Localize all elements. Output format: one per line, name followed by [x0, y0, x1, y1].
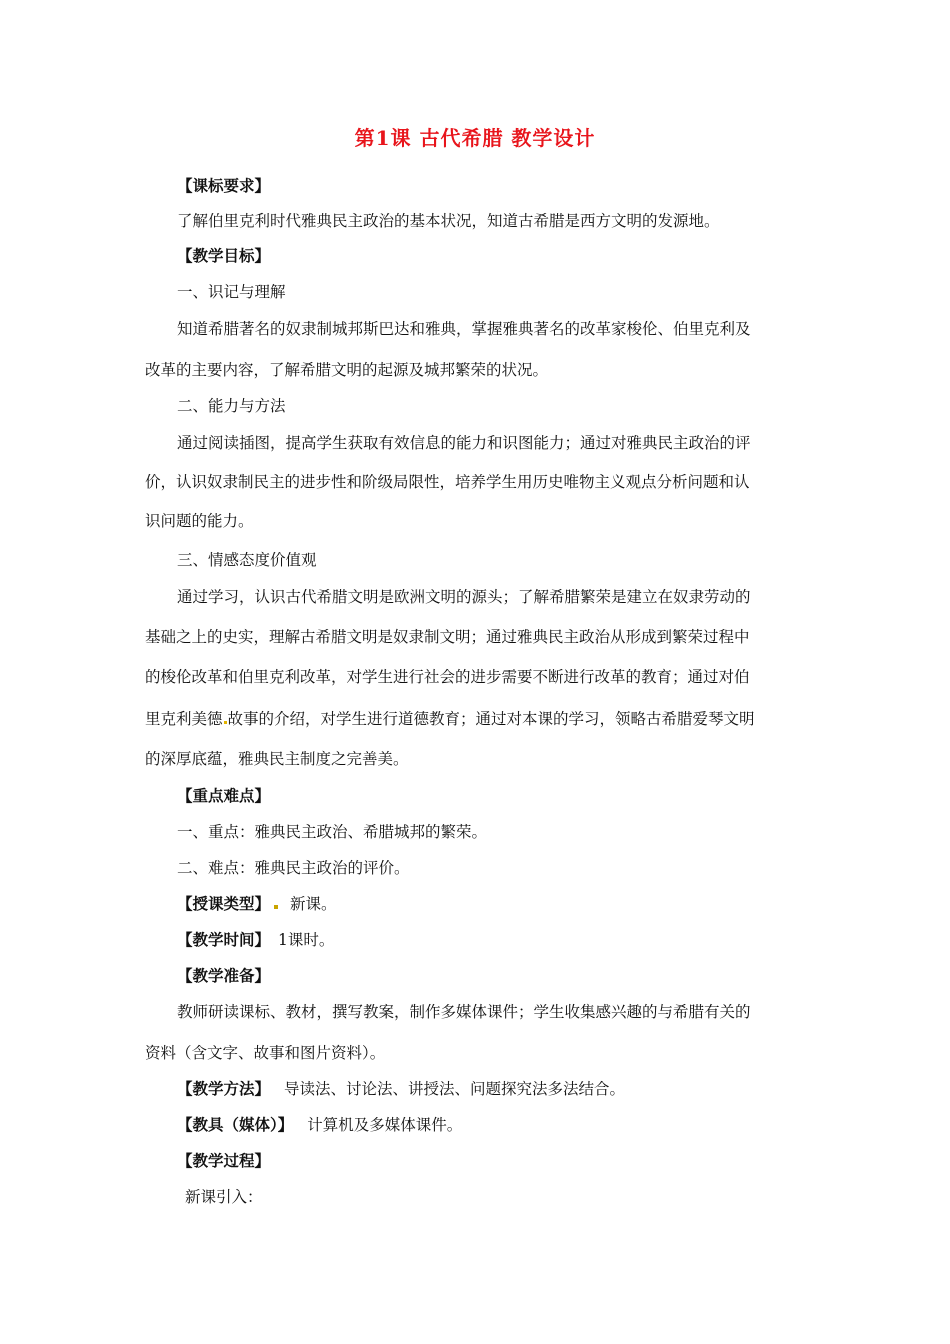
section-heading-teaching-time: 【教学时间】 [177, 930, 271, 949]
teaching-aids-row [177, 1115, 462, 1135]
objective-2-line-3: 识问题的能力。 [145, 512, 254, 530]
curriculum-requirements-text: 了解伯里克利时代雅典民主政治的基本状况，知道古希腊是西方文明的发源地。 [177, 212, 720, 230]
difficult-point: 二、难点：雅典民主政治的评价。 [177, 859, 410, 877]
objective-3-line-4a: 里克利美德 [145, 710, 223, 728]
teaching-method-value: 导读法、讨论法、讲授法、问题探究法多法结合。 [284, 1080, 626, 1098]
key-point: 一、重点：雅典民主政治、希腊城邦的繁荣。 [177, 823, 488, 841]
section-heading-teaching-process: 【教学过程】 [177, 1151, 271, 1170]
teaching-time-value: 1课时。 [278, 931, 335, 949]
section-heading-lesson-type: 【授课类型】 [177, 894, 271, 913]
teaching-aids-value: 计算机及多媒体课件。 [307, 1116, 463, 1134]
lesson-type-row [177, 894, 337, 914]
objective-1-line-2: 改革的主要内容，了解希腊文明的起源及城邦繁荣的状况。 [145, 361, 549, 379]
preparation-line-1: 教师研读课标、教材，撰写教案，制作多媒体课件；学生收集感兴趣的与希腊有关的 [177, 1003, 751, 1021]
objective-2-heading: 二、能力与方法 [177, 397, 286, 415]
section-heading-teaching-aids: 【教具（媒体）】 [177, 1115, 294, 1134]
document-title: 第1课 古代希腊 教学设计 [354, 126, 596, 150]
objective-3-line-3: 的梭伦改革和伯里克利改革，对学生进行社会的进步需要不断进行改革的教育；通过对伯 [145, 668, 750, 686]
objective-2-line-1: 通过阅读插图，提高学生获取有效信息的能力和识图能力；通过对雅典民主政治的评 [177, 434, 751, 452]
objective-2-line-2: 价，认识奴隶制民主的进步性和阶级局限性，培养学生用历史唯物主义观点分析问题和认 [145, 473, 750, 491]
objective-1-line-1: 知道希腊著名的奴隶制城邦斯巴达和雅典，掌握雅典著名的改革家梭伦、伯里克利及 [177, 320, 751, 338]
objective-1-heading: 一、识记与理解 [177, 283, 286, 301]
marker-dot-icon [224, 721, 227, 724]
section-heading-preparation: 【教学准备】 [177, 966, 271, 985]
objective-3-line-4 [145, 709, 755, 729]
objective-3-line-1: 通过学习，认识古代希腊文明是欧洲文明的源头；了解希腊繁荣是建立在奴隶劳动的 [177, 588, 751, 606]
marker-dot-icon [274, 905, 278, 909]
teaching-time-row [177, 930, 334, 950]
objective-3-heading: 三、情感态度价值观 [177, 551, 317, 569]
new-lesson-intro: 新课引入： [185, 1188, 263, 1206]
objective-3-line-2: 基础之上的史实，理解古希腊文明是奴隶制文明；通过雅典民主政治从形成到繁荣过程中 [145, 628, 750, 646]
section-heading-curriculum-requirements: 【课标要求】 [177, 176, 271, 195]
lesson-type-value: 新课。 [290, 895, 337, 913]
teaching-method-row [177, 1079, 625, 1099]
objective-3-line-5: 的深厚底蕴，雅典民主制度之完善美。 [145, 750, 409, 768]
section-heading-key-points: 【重点难点】 [177, 786, 271, 805]
section-heading-teaching-objectives: 【教学目标】 [177, 246, 271, 265]
objective-3-line-4b: 故事的介绍，对学生进行道德教育；通过对本课的学习，领略古希腊爱琴文明 [227, 710, 755, 728]
section-heading-teaching-method: 【教学方法】 [177, 1079, 271, 1098]
preparation-line-2: 资料（含文字、故事和图片资料）。 [145, 1044, 386, 1062]
